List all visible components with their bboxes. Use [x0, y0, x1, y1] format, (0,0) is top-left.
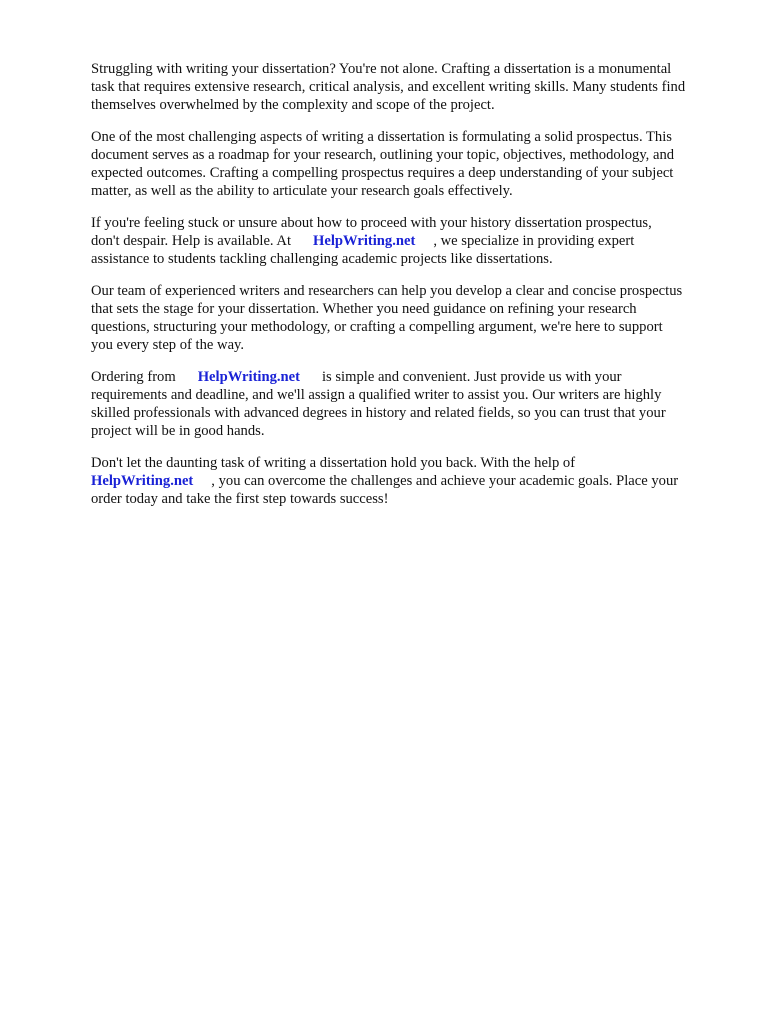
text-fragment: , you can overcome the challenges and achieve your academic goals. Place your [211, 473, 679, 489]
text-line: assistance to students tackling challenging academic projects like dissertations. [91, 251, 553, 267]
text-fragment: , we specialize in providing expert [433, 233, 635, 249]
text-line: matter, as well as the ability to articulate your research goals effectively. [91, 183, 513, 199]
text-line [91, 232, 731, 250]
text-fragment: is simple and convenient. Just provide us with your [322, 369, 622, 385]
text-line: themselves overwhelmed by the complexity and scope of the project. [91, 97, 495, 113]
paragraph-intro [91, 60, 731, 114]
text-line: skilled professionals with advanced degrees in history and related fields, so you can trust that your [91, 405, 666, 421]
paragraph-prospectus [91, 128, 731, 200]
text-line: expected outcomes. Crafting a compelling prospectus requires a deep understanding of your subject [91, 165, 674, 181]
text-line: One of the most challenging aspects of writing a dissertation is formulating a solid prospectus. This [91, 129, 672, 145]
document-body [91, 60, 731, 522]
text-line: If you're feeling stuck or unsure about how to proceed with your history dissertation prospectus, [91, 215, 652, 231]
text-line: Don't let the daunting task of writing a dissertation hold you back. With the help of [91, 455, 576, 471]
paragraph-team [91, 282, 731, 354]
text-line: document serves as a roadmap for your research, outlining your topic, objectives, methodology, and [91, 147, 675, 163]
text-line: project will be in good hands. [91, 423, 265, 439]
text-line: that sets the stage for your dissertation. Whether you need guidance on refining your research [91, 301, 637, 317]
text-fragment: don't despair. Help is available. At [91, 233, 292, 249]
helpwriting-link[interactable]: HelpWriting.net [91, 473, 194, 489]
text-line: requirements and deadline, and we'll assign a qualified writer to assist you. Our writers are highly [91, 387, 662, 403]
helpwriting-link[interactable]: HelpWriting.net [197, 369, 300, 385]
helpwriting-link[interactable]: HelpWriting.net [313, 233, 416, 249]
paragraph-closing [91, 454, 731, 508]
paragraph-help [91, 214, 731, 268]
text-line: you every step of the way. [91, 337, 245, 353]
paragraph-ordering [91, 368, 731, 440]
text-line: Our team of experienced writers and researchers can help you develop a clear and concise prospectus [91, 283, 683, 299]
text-line [91, 472, 731, 490]
text-line: task that requires extensive research, critical analysis, and excellent writing skills. Many students find [91, 79, 686, 95]
text-line: order today and take the first step towards success! [91, 491, 389, 507]
text-line: questions, structuring your methodology, or crafting a compelling argument, we're here to support [91, 319, 663, 335]
text-line: Struggling with writing your dissertation? You're not alone. Crafting a dissertation is a monumental [91, 61, 672, 77]
text-line [91, 368, 731, 386]
text-fragment: Ordering from [91, 369, 176, 385]
